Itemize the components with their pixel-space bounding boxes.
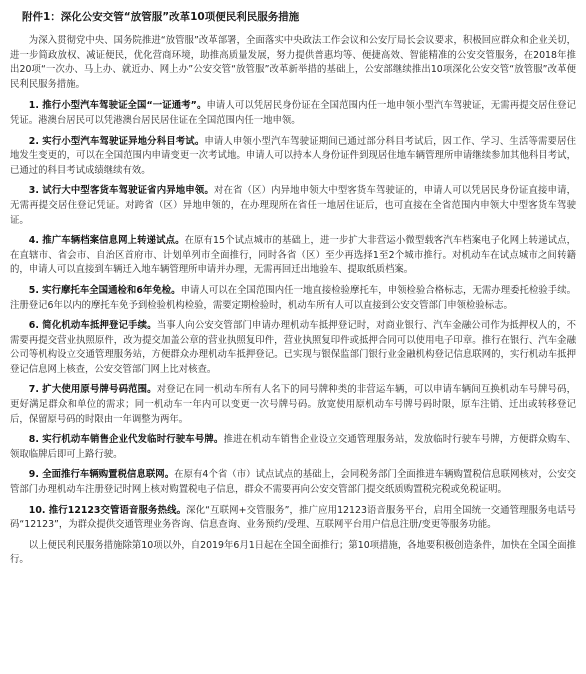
measure-title: 10. 推行12123交管语音服务热线。 bbox=[28, 504, 187, 516]
measure-body: 对在省（区）内异地申领大中型客货车驾驶证的，申请人可以凭居民身份证直接申请，无需再提交居住登记凭证。对跨省（区）异地申领的，在办理现所在省任一地居住证后，也可直接在全省范围内申领大中型客货车驾驶证。 bbox=[10, 185, 576, 226]
measure-body: 在原有15个试点城市的基础上，进一步扩大非营运小微型载客汽车档案电子化网上转递试点，在直辖市、省会市、自治区首府市、计划单列市全面推行，同时各省（区）至少再选择1至2个城市推行。对机动车在试点城市之间转籍的，申请人可以直接到车辆迁入地车辆管理所申请并办理，无需再回迁出地验车、提取纸质档案。 bbox=[10, 235, 576, 276]
document-heading: 附件1：深化公安交管“放管服”改革10项便民利民服务措施 bbox=[22, 11, 300, 23]
measure-item-3 bbox=[10, 184, 576, 228]
measure-item-7 bbox=[10, 383, 576, 427]
measure-title: 8. 实行机动车销售企业代发临时行驶车号牌。 bbox=[28, 434, 224, 446]
closing-paragraph: 以上便民利民服务措施除第10项以外，自2019年6月1日起在全国全面推行；第10项措施，各地要积极创造条件，加快在全国全面推行。 bbox=[10, 539, 576, 566]
measure-body: 当事人向公安交管部门申请办理机动车抵押登记时，对商业银行、汽车金融公司作为抵押权人的，不需要再提交营业执照原件，改为提交加盖公章的营业执照复印件，营业执照复印件或抵押合同可以使用电子印章。推行在银行、汽车金融公司等机构设立交通管理服务站，方便群众办理机动车抵押登记。已实现与银保监部门银行业金融机构登记信息联网的，实行机动车抵押登记信息网上核查，公安交管部门网上比对核查。 bbox=[10, 320, 576, 375]
measure-item-2 bbox=[10, 135, 576, 179]
measure-title: 9. 全面推行车辆购置税信息联网。 bbox=[28, 469, 175, 481]
measure-title: 7. 扩大使用原号牌号码范围。 bbox=[28, 384, 157, 396]
measure-body: 申请人可以凭居民身份证在全国范围内任一地申领小型汽车驾驶证，无需再提交居住登记凭证。港澳台居民可以凭港澳台居民居住证在全国范围内任一地申领。 bbox=[10, 100, 576, 126]
measure-title: 6. 简化机动车抵押登记手续。 bbox=[28, 320, 157, 332]
measure-item-6 bbox=[10, 319, 576, 377]
measure-title: 2. 实行小型汽车驾驶证异地分科目考试。 bbox=[28, 135, 205, 147]
measure-title: 3. 试行大中型客货车驾驶证省内异地申领。 bbox=[28, 185, 214, 197]
measure-item-1 bbox=[10, 99, 576, 128]
measure-item-5 bbox=[10, 284, 576, 313]
measure-body: 申请人申领小型汽车驾驶证期间已通过部分科目考试后，因工作、学习、生活等需要居住地发生变更的，可以在全国范围内申请变更一次考试地。申请人可以持本人身份证件到现居住地车辆管理所申请继续参加其他科目考试，已通过的科目考试成绩继续有效。 bbox=[10, 135, 576, 176]
measures-list bbox=[10, 99, 576, 532]
measure-body: 在原有4个省（市）试点试点的基础上，会同税务部门全面推进车辆购置税信息联网核对，公安交管部门办理机动车注册登记时网上核对购置税电子信息，群众不需要再向公安交管部门提交纸质购置税完税或免税证明。 bbox=[10, 469, 576, 496]
measure-item-4 bbox=[10, 234, 576, 278]
measure-body: 深化“互联网+交管服务”，推广应用12123语音服务平台，启用全国统一交通管理服务电话号码“12123”，为群众提供交通管理业务咨询、信息查询、业务预约/受理、互联网平台用户信息注册/变更等服务功能。 bbox=[10, 504, 576, 531]
measure-body: 对登记在同一机动车所有人名下的同号牌种类的非营运车辆，可以申请车辆间互换机动车号牌号码，更好满足群众和单位的需求；同一机动车一年内可以变更一次号牌号码。放宽使用原机动车号牌号码时限，原车注销、迁出或转移登记后，保留原号码的时限由一年调整为两年。 bbox=[10, 384, 576, 425]
intro-paragraph: 为深入贯彻党中央、国务院推进“放管服”改革部署，全面落实中央政法工作会议和公安厅局长会议要求，积极回应群众和企业关切，进一步简政放权、减证便民，优化营商环境，助推高质量发展，努力提供普惠均等、便捷高效、智能精准的公安交管服务，在2018年推出20项“一次办、马上办、就近办、网上办”公安交管“放管服”改革新举措的基础上，公安部继续推出10项深化公安交管“放管服”改革便民利民服务措施。 bbox=[10, 35, 576, 90]
measure-title: 4. 推广车辆档案信息网上转递试点。 bbox=[28, 235, 185, 247]
measure-item-9 bbox=[10, 468, 576, 497]
measure-item-8 bbox=[10, 433, 576, 462]
measure-title: 1. 推行小型汽车驾驶证全国“一证通考”。 bbox=[28, 100, 207, 112]
measure-body: 推进在机动车销售企业设立交通管理服务站，发放临时行驶车号牌，方便群众购车、领取临牌后即可上路行驶。 bbox=[10, 434, 576, 460]
measure-title: 5. 实行摩托车全国通检和6年免检。 bbox=[28, 284, 181, 296]
measure-item-10 bbox=[10, 504, 576, 533]
measure-body: 申请人可以在全国范围内任一地直接检验摩托车，申领检验合格标志，无需办理委托检验手续。注册登记6年以内的摩托车免予到检验机构检验，需要定期检验时，机动车所有人可以直接到公安交管部门申领检验标志。 bbox=[10, 284, 576, 311]
